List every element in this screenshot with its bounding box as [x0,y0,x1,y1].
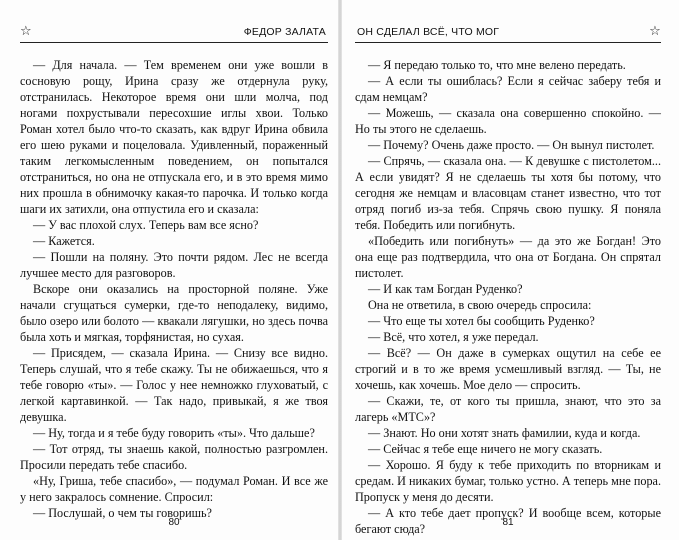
paragraph: — Можешь, — сказала она совершенно спокойно. — Но ты этого не сделаешь. [355,106,661,136]
paragraph: — Хорошо. Я буду к тебе приходить по вторникам и средам. И никаких бумаг, только устно. А теперь мне пора. Пропуск у меня до десяти. [355,458,662,504]
paragraph: — Всё, что хотел, я уже передал. [368,330,539,344]
right-running-header [355,23,661,42]
left-body-text [20,57,328,521]
star-icon: ☆ [20,23,32,38]
paragraph: — Пошли на поляну. Это почти рядом. Лес не всегда лучшее место для разговоров. [20,250,328,280]
paragraph: — Знают. Но они хотят знать фамилии, куда и когда. [368,426,641,440]
paragraph: — А если ты ошиблась? Если я сейчас заберу тебя и сдам немцам? [355,74,661,104]
paragraph: — Ну, тогда и я тебе буду говорить «ты». Что дальше? [33,426,315,440]
paragraph: «Ну, Гриша, тебе спасибо», — подумал Роман. И все же у него закралось сомнение. Спросил: [20,474,328,504]
header-rule [355,42,661,43]
paragraph: Вскоре они оказались на просторной поляне. Уже начали сгущаться сумерки, где-то неподалеку, видимо, было озеро или болото — квакали лягушки, но здесь почва была хоть и мягкая, торфянистая, но сухая. [20,282,328,344]
paragraph: «Победить или погибнуть» — да это же Богдан! Это она еще раз подтвердила, что она от Богдана. Он спрятал пистолет. [355,234,661,280]
paragraph: — А кто тебе дает пропуск? И вообще всем, которые бегают сюда? [355,506,661,536]
paragraph: — Я передаю только то, что мне велено передать. [368,58,626,72]
star-icon: ☆ [649,23,661,38]
paragraph: — Послушай, о чем ты говоришь? [33,506,212,520]
paragraph: — Почему? Очень даже просто. — Он вынул пистолет. [368,138,655,152]
book-gutter [338,0,342,540]
paragraph: — У вас плохой слух. Теперь вам все ясно? [33,218,259,232]
paragraph: — Тот отряд, ты знаешь какой, полностью разгромлен. Просили передать тебе спасибо. [20,442,328,472]
paragraph: Она не ответила, в свою очередь спросила: [368,298,592,312]
paragraph: — И как там Богдан Руденко? [368,282,523,296]
header-rule [20,42,328,43]
author-name: ФЕДОР ЗАЛАТА [243,26,326,38]
paragraph: — Сейчас я тебе еще ничего не могу сказать. [368,442,603,456]
left-page [20,0,328,540]
paragraph: — Что еще ты хотел бы сообщить Руденко? [368,314,595,328]
paragraph: — Для начала. — Тем временем они уже вошли в сосновую рощу, Ирина сразу же отдернула руку, отстранилась. Некоторое время они шли молча, под ногами похрустывали пересохшие иглы хвои. Только Роман хотел было что-то сказать, как вдруг Ирина обвила его шею руками и поцеловала. Удивленный, пораженный таким легкомысленным поведением, он попытался отстраниться, но она не отпускала его, и в это время мимо них прошла в обнимочку какая-то парочка. И только когда шаги их затихли, она отпустила его и сказала: [20,58,328,216]
page-number: 80 [168,517,180,528]
left-running-header [20,23,328,42]
paragraph: — Всё? — Он даже в сумерках ощутил на себе ее строгий и в то же время усмешливый взгляд. — Ты, не хочешь, как хочешь. Мое дело — спросить. [355,346,661,392]
page-number: 81 [502,517,514,528]
paragraph: — Кажется. [33,234,95,248]
paragraph: — Спрячь, — сказала она. — К девушке с пистолетом... А если увидят? Я не сделаешь ты хотя бы потому, что сегодня же немцам и власовцам станет известно, что тот отряд погиб из-за тебя. Спрячь свою пушку. Я поняла тебя. Победить или погибнуть. [355,154,661,232]
right-body-text [355,57,661,537]
paragraph: — Скажи, те, от кого ты пришла, знают, что это за лагерь «МТС»? [355,394,661,424]
chapter-title: ОН СДЕЛАЛ ВСЁ, ЧТО МОГ [357,26,500,38]
right-page [355,0,661,540]
paragraph: — Присядем, — сказала Ирина. — Снизу все видно. Теперь слушай, что я тебе скажу. Ты не обижаешься, что я тебе говорю «ты». — Голос у нее немножко глуховатый, с легкой картавинкой. — Так надо, привыкай, я же твоя девушка. [20,346,328,424]
